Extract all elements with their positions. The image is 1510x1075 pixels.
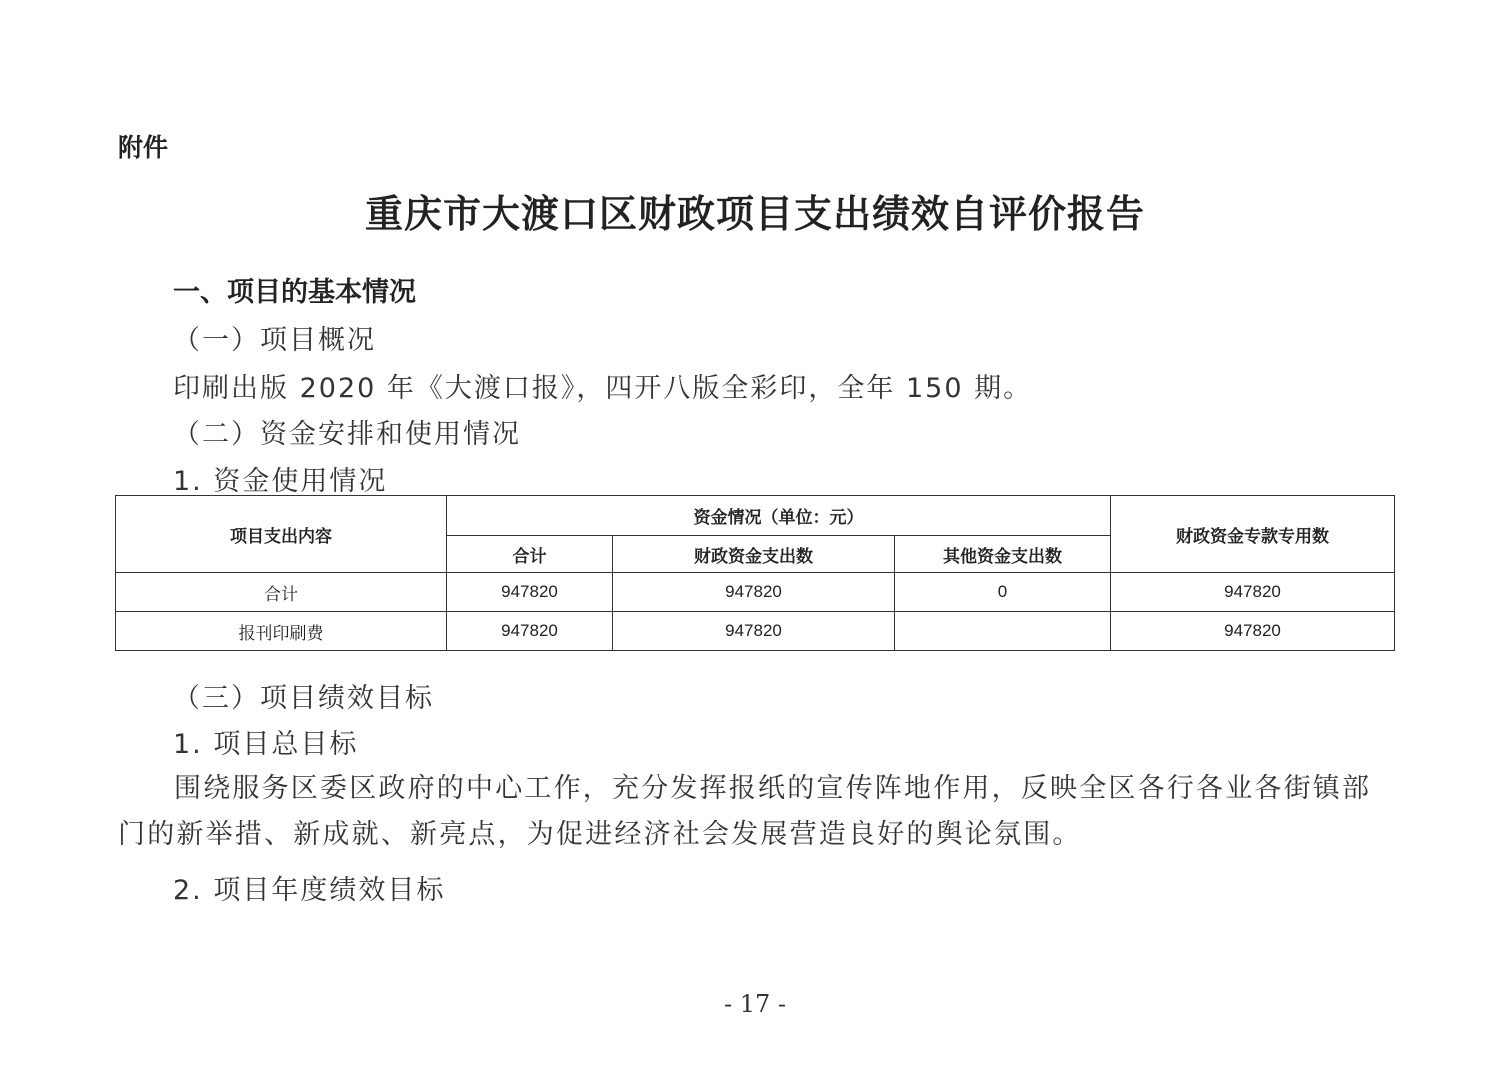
cell-content: 报刊印刷费 — [116, 612, 447, 651]
header-funds-group: 资金情况（单位：元） — [447, 496, 1111, 536]
cell-total: 947820 — [447, 573, 613, 612]
item-fund-usage: 1. 资金使用情况 — [173, 466, 388, 497]
header-fiscal: 财政资金支出数 — [613, 536, 895, 573]
overview-text: 印刷出版 2020 年《大渡口报》，四开八版全彩印，全年 150 期。 — [173, 373, 1033, 404]
fund-usage-table — [115, 495, 1395, 651]
cell-fiscal: 947820 — [613, 612, 895, 651]
attachment-label: 附件 — [118, 133, 169, 162]
cell-other: 0 — [895, 573, 1111, 612]
overall-goal-paragraph: 围绕服务区委区政府的中心工作，充分发挥报纸的宣传阵地作用，反映全区各行各业各街镇部门的新举措、新成就、新亮点，为促进经济社会发展营造良好的舆论氛围。 — [118, 773, 1372, 850]
cell-other — [895, 612, 1111, 651]
cell-total: 947820 — [447, 612, 613, 651]
item-overall-goal: 1. 项目总目标 — [173, 729, 359, 760]
page-title: 重庆市大渡口区财政项目支出绩效自评价报告 — [364, 191, 1145, 236]
item-annual-goal: 2. 项目年度绩效目标 — [173, 875, 446, 906]
cell-special: 947820 — [1111, 612, 1395, 651]
subheading-performance-goals: （三）项目绩效目标 — [173, 683, 434, 714]
header-other: 其他资金支出数 — [895, 536, 1111, 573]
cell-fiscal: 947820 — [613, 573, 895, 612]
subheading-overview: （一）项目概况 — [173, 325, 376, 356]
cell-content: 合计 — [116, 573, 447, 612]
subheading-funds: （二）资金安排和使用情况 — [173, 419, 521, 450]
header-total: 合计 — [447, 536, 613, 573]
page-number: - 17 - — [723, 990, 786, 1018]
table-row — [116, 573, 1395, 612]
header-content: 项目支出内容 — [116, 496, 447, 573]
header-special: 财政资金专款专用数 — [1111, 496, 1395, 573]
cell-special: 947820 — [1111, 573, 1395, 612]
section-heading-basic-info: 一、项目的基本情况 — [173, 277, 416, 308]
table-row — [116, 612, 1395, 651]
